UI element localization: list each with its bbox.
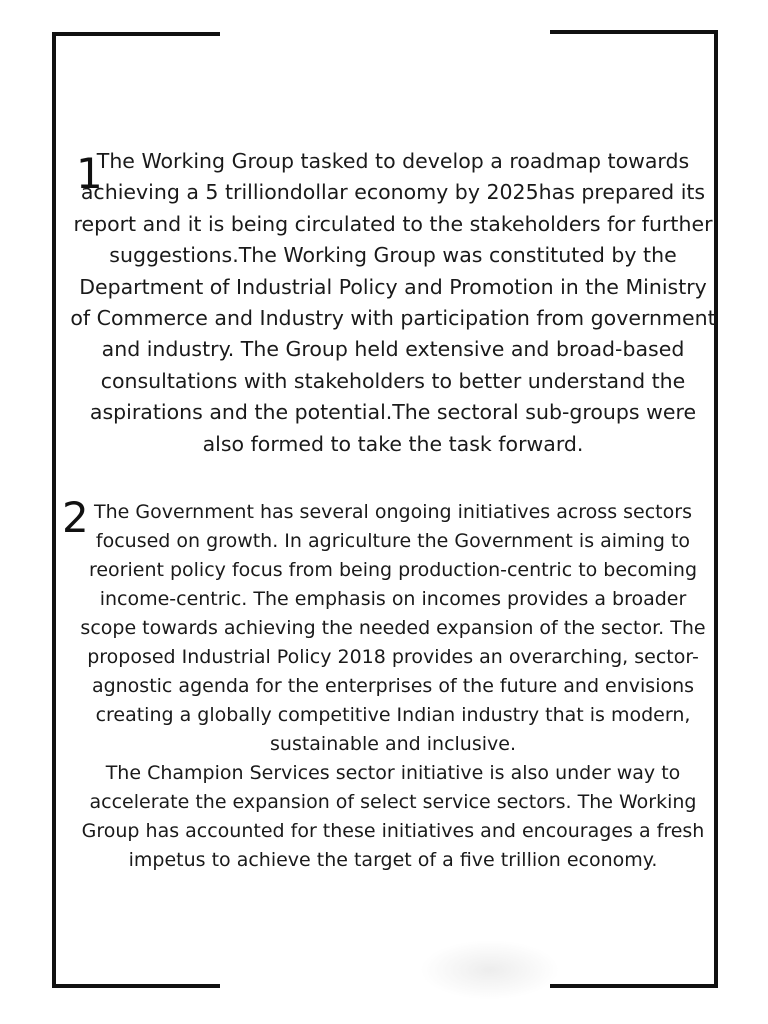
section-1	[70, 146, 716, 460]
right-bracket-top	[550, 30, 718, 34]
section-2	[70, 498, 716, 875]
section-1-text: The Working Group tasked to develop a roadmap towards achieving a 5 trilliondollar economy by 2025has prepared its report and it is being circulated to the stakeholders for further suggestions.The Working Group was constituted by the Department of Industrial Policy and Promotion in the Ministry of Commerce and Industry with participation from government and industry. The Group held extensive and broad-based consultations with stakeholders to better understand the aspirations and the potential.The sectoral sub-groups were also formed to take the task forward.	[70, 149, 716, 456]
section-2-paragraph-2: The Champion Services sector initiative is also under way to accelerate the expansion of select service sectors. The Working Group has accounted for these initiatives and encourages a fresh impetus to achieve the target of a five trillion economy.	[81, 762, 705, 871]
section-1-number: 1	[76, 149, 103, 198]
left-bracket-side	[52, 32, 56, 988]
section-2-number: 2	[62, 493, 89, 542]
scan-smudge	[420, 940, 560, 1000]
left-bracket-top	[52, 32, 220, 36]
section-2-paragraph-1: The Government has several ongoing initiatives across sectors focused on growth. In agriculture the Government is aiming to reorient policy focus from being production-centric to becoming income-centric. The emphasis on incomes provides a broader scope towards achieving the needed expansion of the sector. The proposed Industrial Policy 2018 provides an overarching, sector-agnostic agenda for the enterprises of the future and envisions creating a globally competitive Indian industry that is modern, sustainable and inclusive.	[80, 501, 706, 755]
right-bracket-bottom	[550, 984, 718, 988]
left-bracket-bottom	[52, 984, 220, 988]
